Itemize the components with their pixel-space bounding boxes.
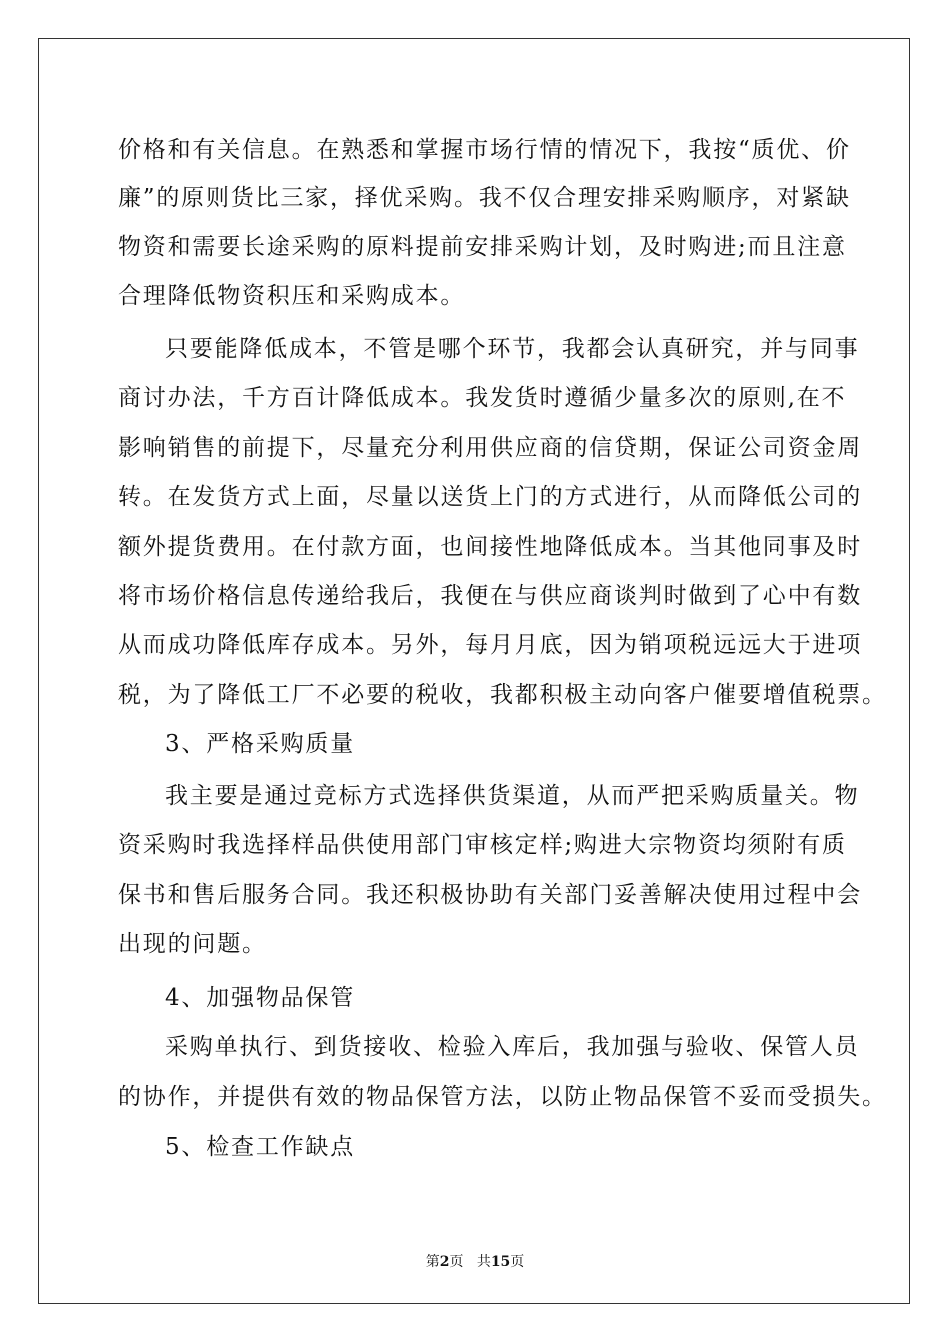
paragraph-line: 采购单执行、到货接收、检验入库后，我加强与验收、保管人员 [165, 1034, 860, 1060]
section-heading: 5、检查工作缺点 [165, 1134, 356, 1160]
paragraph-line: 的协作，并提供有效的物品保管方法，以防止物品保管不妥而受损失。 [118, 1084, 887, 1110]
footer-total-pages: 15 [490, 1254, 511, 1270]
paragraph-line: 廉”的原则货比三家，择优采购。我不仅合理安排采购顺序，对紧缺 [118, 185, 851, 211]
paragraph-line: 价格和有关信息。在熟悉和掌握市场行情的情况下，我按“质优、价 [118, 137, 851, 163]
paragraph-line: 保书和售后服务合同。我还积极协助有关部门妥善解决使用过程中会 [118, 882, 862, 908]
footer-page-number: 2 [439, 1254, 450, 1270]
paragraph-line: 只要能降低成本，不管是哪个环节，我都会认真研究，并与同事 [165, 336, 860, 362]
paragraph-line: 物资和需要长途采购的原料提前安排采购计划，及时购进;而且注意 [118, 234, 847, 260]
footer-page-suffix: 页 [449, 1254, 464, 1270]
section-heading: 3、严格采购质量 [165, 731, 356, 757]
paragraph-line: 税，为了降低工厂不必要的税收，我都积极主动向客户催要增值税票。 [118, 682, 887, 708]
footer-total-prefix: 共 [476, 1254, 491, 1270]
paragraph-line: 合理降低物资积压和采购成本。 [118, 283, 466, 309]
footer-prefix: 第 [425, 1254, 440, 1270]
paragraph-line: 额外提货费用。在付款方面，也间接性地降低成本。当其他同事及时 [118, 534, 862, 560]
paragraph-line: 资采购时我选择样品供使用部门审核定样;购进大宗物资均须附有质 [118, 832, 847, 858]
page-footer [0, 1251, 950, 1271]
paragraph-line: 出现的问题。 [118, 931, 267, 957]
paragraph-line: 影响销售的前提下，尽量充分利用供应商的信贷期，保证公司资金周 [118, 435, 862, 461]
paragraph-line: 从而成功降低库存成本。另外，每月月底，因为销项税远远大于进项 [118, 632, 862, 658]
section-heading: 4、加强物品保管 [165, 985, 356, 1011]
page-border [38, 38, 910, 1304]
paragraph-line: 转。在发货方式上面，尽量以送货上门的方式进行，从而降低公司的 [118, 484, 862, 510]
paragraph-line: 将市场价格信息传递给我后，我便在与供应商谈判时做到了心中有数 [118, 583, 862, 609]
paragraph-line: 我主要是通过竞标方式选择供货渠道，从而严把采购质量关。物 [165, 783, 860, 809]
footer-total-suffix: 页 [510, 1254, 525, 1270]
paragraph-line: 商讨办法，千方百计降低成本。我发货时遵循少量多次的原则,在不 [118, 385, 847, 411]
